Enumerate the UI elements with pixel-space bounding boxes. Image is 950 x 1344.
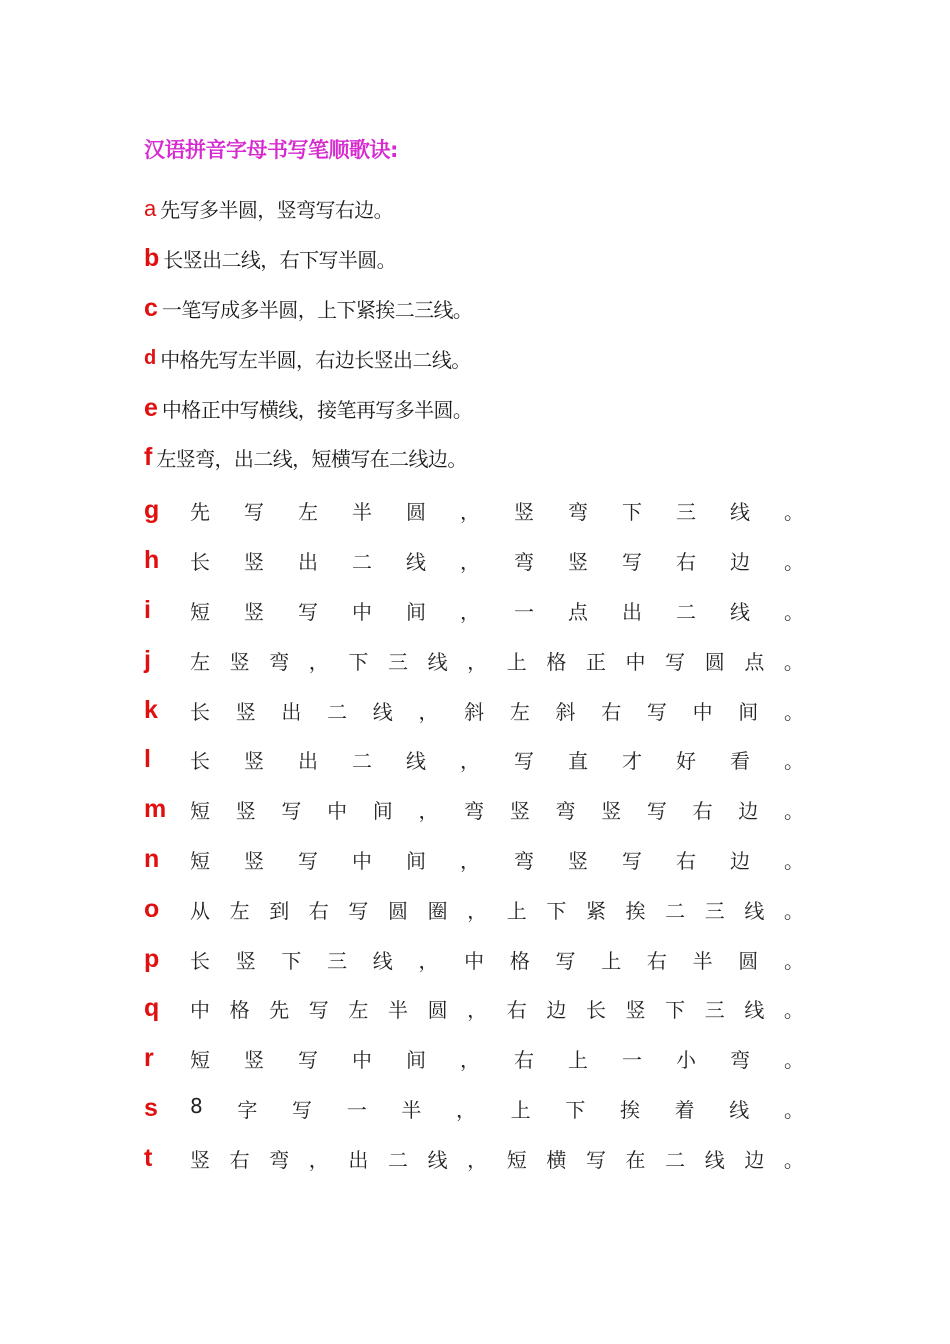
verse-char: ， [308, 649, 329, 674]
verse-char: 从 [190, 898, 210, 923]
verse-char: 竖 [514, 500, 534, 525]
verse-char: 一 [346, 1097, 367, 1122]
verse-row-o [144, 884, 804, 934]
verse-char: 线 [729, 1097, 750, 1122]
pinyin-letter: h [144, 546, 160, 575]
verse-char: ， [308, 1147, 329, 1172]
verse-row-k [144, 685, 804, 735]
verse-text [190, 994, 804, 1023]
verse-char: 弯 [555, 799, 576, 824]
verse-char: 。 [784, 848, 804, 873]
verse-char: 中 [190, 998, 210, 1023]
verse-char: 中 [625, 649, 646, 674]
verse-char: 半 [692, 948, 713, 973]
verse-char: 出 [622, 599, 642, 624]
verse-char: 格 [509, 948, 530, 973]
verse-text: 长竖出二线，右下写半圆。 [163, 248, 397, 273]
verse-char: 。 [783, 998, 804, 1023]
verse-text: 先写多半圆，竖弯写右边。 [160, 198, 394, 223]
verse-char: 写 [281, 799, 302, 824]
pinyin-letter: g [144, 496, 160, 525]
verse-char: ， [418, 699, 439, 724]
verse-char: ， [456, 1097, 477, 1122]
verse-char: 。 [784, 749, 804, 774]
verse-char: 竖 [509, 799, 530, 824]
verse-char: 二 [387, 1147, 408, 1172]
verse-char: 先 [269, 998, 290, 1023]
spaced-verse-list [144, 486, 804, 1183]
verse-text [190, 895, 804, 924]
verse-text [190, 1044, 804, 1073]
verse-char: 一 [514, 599, 534, 624]
verse-char: 小 [676, 1048, 696, 1073]
verse-char: 半 [352, 500, 372, 525]
verse-char: 弯 [464, 799, 485, 824]
verse-row-s [144, 1084, 804, 1134]
verse-char: 长 [190, 550, 210, 575]
verse-char: 上 [568, 1048, 588, 1073]
verse-char: 边 [744, 1147, 765, 1172]
verse-char: 竖 [244, 550, 264, 575]
verse-char: 下 [546, 898, 567, 923]
verse-char: 线 [744, 898, 765, 923]
pinyin-letter: i [144, 595, 151, 624]
verse-char: 竖 [568, 848, 588, 873]
verse-row-a [144, 184, 844, 234]
verse-char: 左 [229, 898, 250, 923]
verse-char: 。 [784, 1048, 804, 1073]
verse-char: ， [460, 550, 480, 575]
verse-char: 才 [622, 749, 642, 774]
verse-char: 右 [308, 898, 329, 923]
verse-char: 出 [298, 749, 318, 774]
verse-char: 竖 [601, 799, 622, 824]
verse-char: 竖 [229, 649, 250, 674]
verse-char: 格 [229, 998, 250, 1023]
verse-char: 弯 [514, 550, 534, 575]
verse-char: 中 [464, 948, 485, 973]
verse-char: 线 [406, 749, 426, 774]
verse-char: 线 [372, 699, 393, 724]
verse-char: 三 [387, 649, 408, 674]
verse-char: 点 [568, 599, 588, 624]
verse-char: 出 [348, 1147, 369, 1172]
verse-text [190, 596, 804, 625]
verse-char: 写 [298, 848, 318, 873]
verse-char: 右 [676, 550, 696, 575]
verse-char: 右 [676, 848, 696, 873]
verse-char: 三 [327, 948, 348, 973]
verse-char: 线 [704, 1147, 725, 1172]
verse-char: 看 [730, 749, 750, 774]
verse-char: 圆 [427, 998, 448, 1023]
pinyin-letter: k [144, 695, 158, 724]
verse-char: 线 [730, 500, 750, 525]
pinyin-letter: q [144, 994, 160, 1023]
verse-char: 下 [665, 998, 686, 1023]
verse-char: 圈 [427, 898, 448, 923]
verse-row-t [144, 1133, 804, 1183]
verse-char: 写 [298, 1048, 318, 1073]
verse-char: 右 [692, 799, 713, 824]
verse-char: 写 [665, 649, 686, 674]
verse-char: 格 [546, 649, 567, 674]
verse-char: 竖 [568, 550, 588, 575]
verse-char: 长 [585, 998, 606, 1023]
verse-char: 二 [665, 898, 686, 923]
verse-char: 竖 [235, 948, 256, 973]
verse-char: 先 [190, 500, 210, 525]
verse-char: 弯 [730, 1048, 750, 1073]
verse-char: 写 [298, 599, 318, 624]
verse-char: 直 [568, 749, 588, 774]
verse-row-q [144, 984, 804, 1034]
verse-char: 竖 [235, 699, 256, 724]
verse-row-h [144, 536, 804, 586]
verse-row-b [144, 234, 844, 284]
verse-char: 二 [352, 550, 372, 575]
verse-char: 中 [352, 1048, 372, 1073]
verse-char: 写 [514, 749, 534, 774]
verse-char: 竖 [625, 998, 646, 1023]
verse-char: 写 [308, 998, 329, 1023]
verse-char: 紧 [585, 898, 606, 923]
pinyin-letter: n [144, 844, 160, 873]
pinyin-letter: p [144, 944, 160, 973]
verse-char: 挨 [625, 898, 646, 923]
verse-row-l [144, 735, 804, 785]
verse-char: 写 [646, 799, 667, 824]
verse-char: 线 [744, 998, 765, 1023]
pinyin-letter: d [144, 346, 157, 369]
verse-char: 半 [387, 998, 408, 1023]
verse-char: 斜 [464, 699, 485, 724]
verse-char: 二 [665, 1147, 686, 1172]
verse-char: 弯 [514, 848, 534, 873]
verse-char: 。 [783, 898, 804, 923]
pinyin-letter: f [144, 443, 153, 472]
verse-char: 上 [601, 948, 622, 973]
verse-char: 着 [674, 1097, 695, 1122]
compact-verse-list [144, 184, 844, 483]
verse-char: ， [460, 500, 480, 525]
page-title: 汉语拼音字母书写笔顺歌诀: [144, 138, 398, 162]
verse-char: ， [467, 1147, 488, 1172]
verse-row-g [144, 486, 804, 536]
pinyin-letter: m [144, 795, 167, 824]
verse-char: 弯 [269, 1147, 290, 1172]
verse-char: 左 [348, 998, 369, 1023]
verse-char: 右 [229, 1147, 250, 1172]
verse-char: 二 [676, 599, 696, 624]
verse-char: 三 [676, 500, 696, 525]
verse-char: 写 [585, 1147, 606, 1172]
verse-char: 出 [298, 550, 318, 575]
verse-char: 圆 [406, 500, 426, 525]
verse-row-i [144, 586, 804, 636]
verse-text [190, 1094, 804, 1123]
verse-char: 三 [704, 998, 725, 1023]
verse-char: 中 [692, 699, 713, 724]
verse-char: 正 [585, 649, 606, 674]
verse-char: 中 [352, 848, 372, 873]
verse-char: 写 [348, 898, 369, 923]
verse-char: 下 [565, 1097, 586, 1122]
verse-char: ， [467, 998, 488, 1023]
verse-char: 在 [625, 1147, 646, 1172]
verse-char: 长 [190, 699, 210, 724]
verse-char: 长 [190, 749, 210, 774]
pinyin-letter: e [144, 393, 158, 422]
verse-char: 点 [744, 649, 765, 674]
verse-text [190, 845, 804, 874]
pinyin-letter: a [144, 195, 157, 221]
verse-char: 上 [506, 898, 527, 923]
verse-char: 左 [190, 649, 210, 674]
verse-char: 线 [427, 1147, 448, 1172]
verse-text [190, 646, 804, 675]
verse-char: 右 [514, 1048, 534, 1073]
verse-char: 写 [622, 550, 642, 575]
verse-row-c [144, 284, 844, 334]
verse-text [190, 945, 804, 974]
verse-char: 写 [555, 948, 576, 973]
pinyin-letter: r [144, 1044, 154, 1073]
verse-char: 写 [244, 500, 264, 525]
verse-text: 一笔写成多半圆，上下紧挨二三线。 [161, 297, 473, 322]
verse-char: 右 [601, 699, 622, 724]
verse-char: 。 [783, 948, 804, 973]
pinyin-letter: t [144, 1143, 153, 1172]
verse-row-j [144, 635, 804, 685]
verse-char: 挨 [619, 1097, 640, 1122]
verse-char: 下 [348, 649, 369, 674]
verse-char: 到 [269, 898, 290, 923]
verse-char: 。 [783, 699, 804, 724]
verse-char: 间 [406, 848, 426, 873]
verse-char: 。 [783, 1147, 804, 1172]
verse-char: 间 [372, 799, 393, 824]
verse-char: 半 [401, 1097, 422, 1122]
verse-char: ， [418, 948, 439, 973]
verse-char: 斜 [555, 699, 576, 724]
verse-char: 字 [237, 1097, 258, 1122]
verse-char: ， [460, 749, 480, 774]
verse-char: ， [460, 848, 480, 873]
verse-char: ， [467, 649, 488, 674]
verse-char: 二 [327, 699, 348, 724]
verse-char: 出 [281, 699, 302, 724]
verse-char: 竖 [235, 799, 256, 824]
verse-row-r [144, 1034, 804, 1084]
verse-char: 下 [281, 948, 302, 973]
verse-char: 圆 [738, 948, 759, 973]
verse-char: 横 [546, 1147, 567, 1172]
verse-char: ， [460, 1048, 480, 1073]
verse-row-p [144, 934, 804, 984]
pinyin-letter: c [144, 293, 158, 322]
verse-char: 线 [372, 948, 393, 973]
verse-char: 中 [327, 799, 348, 824]
pinyin-letter: b [144, 244, 160, 273]
verse-char: 短 [190, 1048, 210, 1073]
verse-text [190, 496, 804, 525]
verse-char: 。 [784, 599, 804, 624]
verse-char: 边 [730, 848, 750, 873]
verse-char: 边 [738, 799, 759, 824]
verse-char: 8 [190, 1093, 203, 1118]
verse-char: 竖 [244, 749, 264, 774]
verse-char: ， [418, 799, 439, 824]
verse-char: 写 [646, 699, 667, 724]
verse-char: 边 [546, 998, 567, 1023]
verse-char: 左 [509, 699, 530, 724]
verse-char: 竖 [190, 1147, 210, 1172]
verse-text [190, 795, 804, 824]
verse-char: 长 [190, 948, 210, 973]
verse-char: 左 [298, 500, 318, 525]
verse-row-e [144, 383, 844, 433]
verse-char: 竖 [244, 1048, 264, 1073]
verse-text [190, 546, 804, 575]
verse-char: 短 [190, 599, 210, 624]
verse-char: 圆 [704, 649, 725, 674]
verse-row-f [144, 433, 844, 483]
verse-text [190, 1144, 804, 1173]
verse-row-m [144, 785, 804, 835]
verse-char: 右 [506, 998, 527, 1023]
verse-char: 间 [406, 1048, 426, 1073]
verse-char: 短 [506, 1147, 527, 1172]
verse-char: 。 [783, 799, 804, 824]
verse-char: 。 [783, 1097, 804, 1122]
verse-char: 线 [730, 599, 750, 624]
verse-char: 写 [622, 848, 642, 873]
verse-char: 三 [704, 898, 725, 923]
verse-char: 线 [406, 550, 426, 575]
verse-char: 写 [292, 1097, 313, 1122]
verse-text: 中格先写左半圆，右边长竖出二线。 [160, 347, 471, 372]
verse-char: 。 [784, 500, 804, 525]
verse-char: 短 [190, 848, 210, 873]
verse-char: 弯 [568, 500, 588, 525]
pinyin-letter: l [144, 745, 151, 774]
pinyin-letter: s [144, 1093, 158, 1122]
verse-char: 竖 [244, 848, 264, 873]
verse-char: 上 [510, 1097, 531, 1122]
pinyin-letter: o [144, 894, 160, 923]
verse-char: 中 [352, 599, 372, 624]
verse-text [190, 696, 804, 725]
verse-char: 圆 [387, 898, 408, 923]
verse-char: 二 [352, 749, 372, 774]
verse-char: ， [460, 599, 480, 624]
verse-char: ， [467, 898, 488, 923]
verse-char: 短 [190, 799, 210, 824]
verse-row-d [144, 333, 844, 383]
verse-row-n [144, 835, 804, 885]
verse-char: 上 [506, 649, 527, 674]
verse-char: 好 [676, 749, 696, 774]
verse-char: 下 [622, 500, 642, 525]
verse-char: 间 [406, 599, 426, 624]
verse-char: 竖 [244, 599, 264, 624]
pinyin-letter: j [144, 645, 151, 674]
verse-text [190, 745, 804, 774]
verse-char: 右 [646, 948, 667, 973]
verse-text: 左竖弯，出二线，短横写在二线边。 [156, 447, 467, 472]
verse-char: 一 [622, 1048, 642, 1073]
verse-char: 弯 [269, 649, 290, 674]
verse-char: 。 [783, 649, 804, 674]
verse-char: 边 [730, 550, 750, 575]
verse-char: 线 [427, 649, 448, 674]
verse-char: 间 [738, 699, 759, 724]
verse-text: 中格正中写横线，接笔再写多半圆。 [161, 397, 473, 422]
verse-char: 。 [784, 550, 804, 575]
